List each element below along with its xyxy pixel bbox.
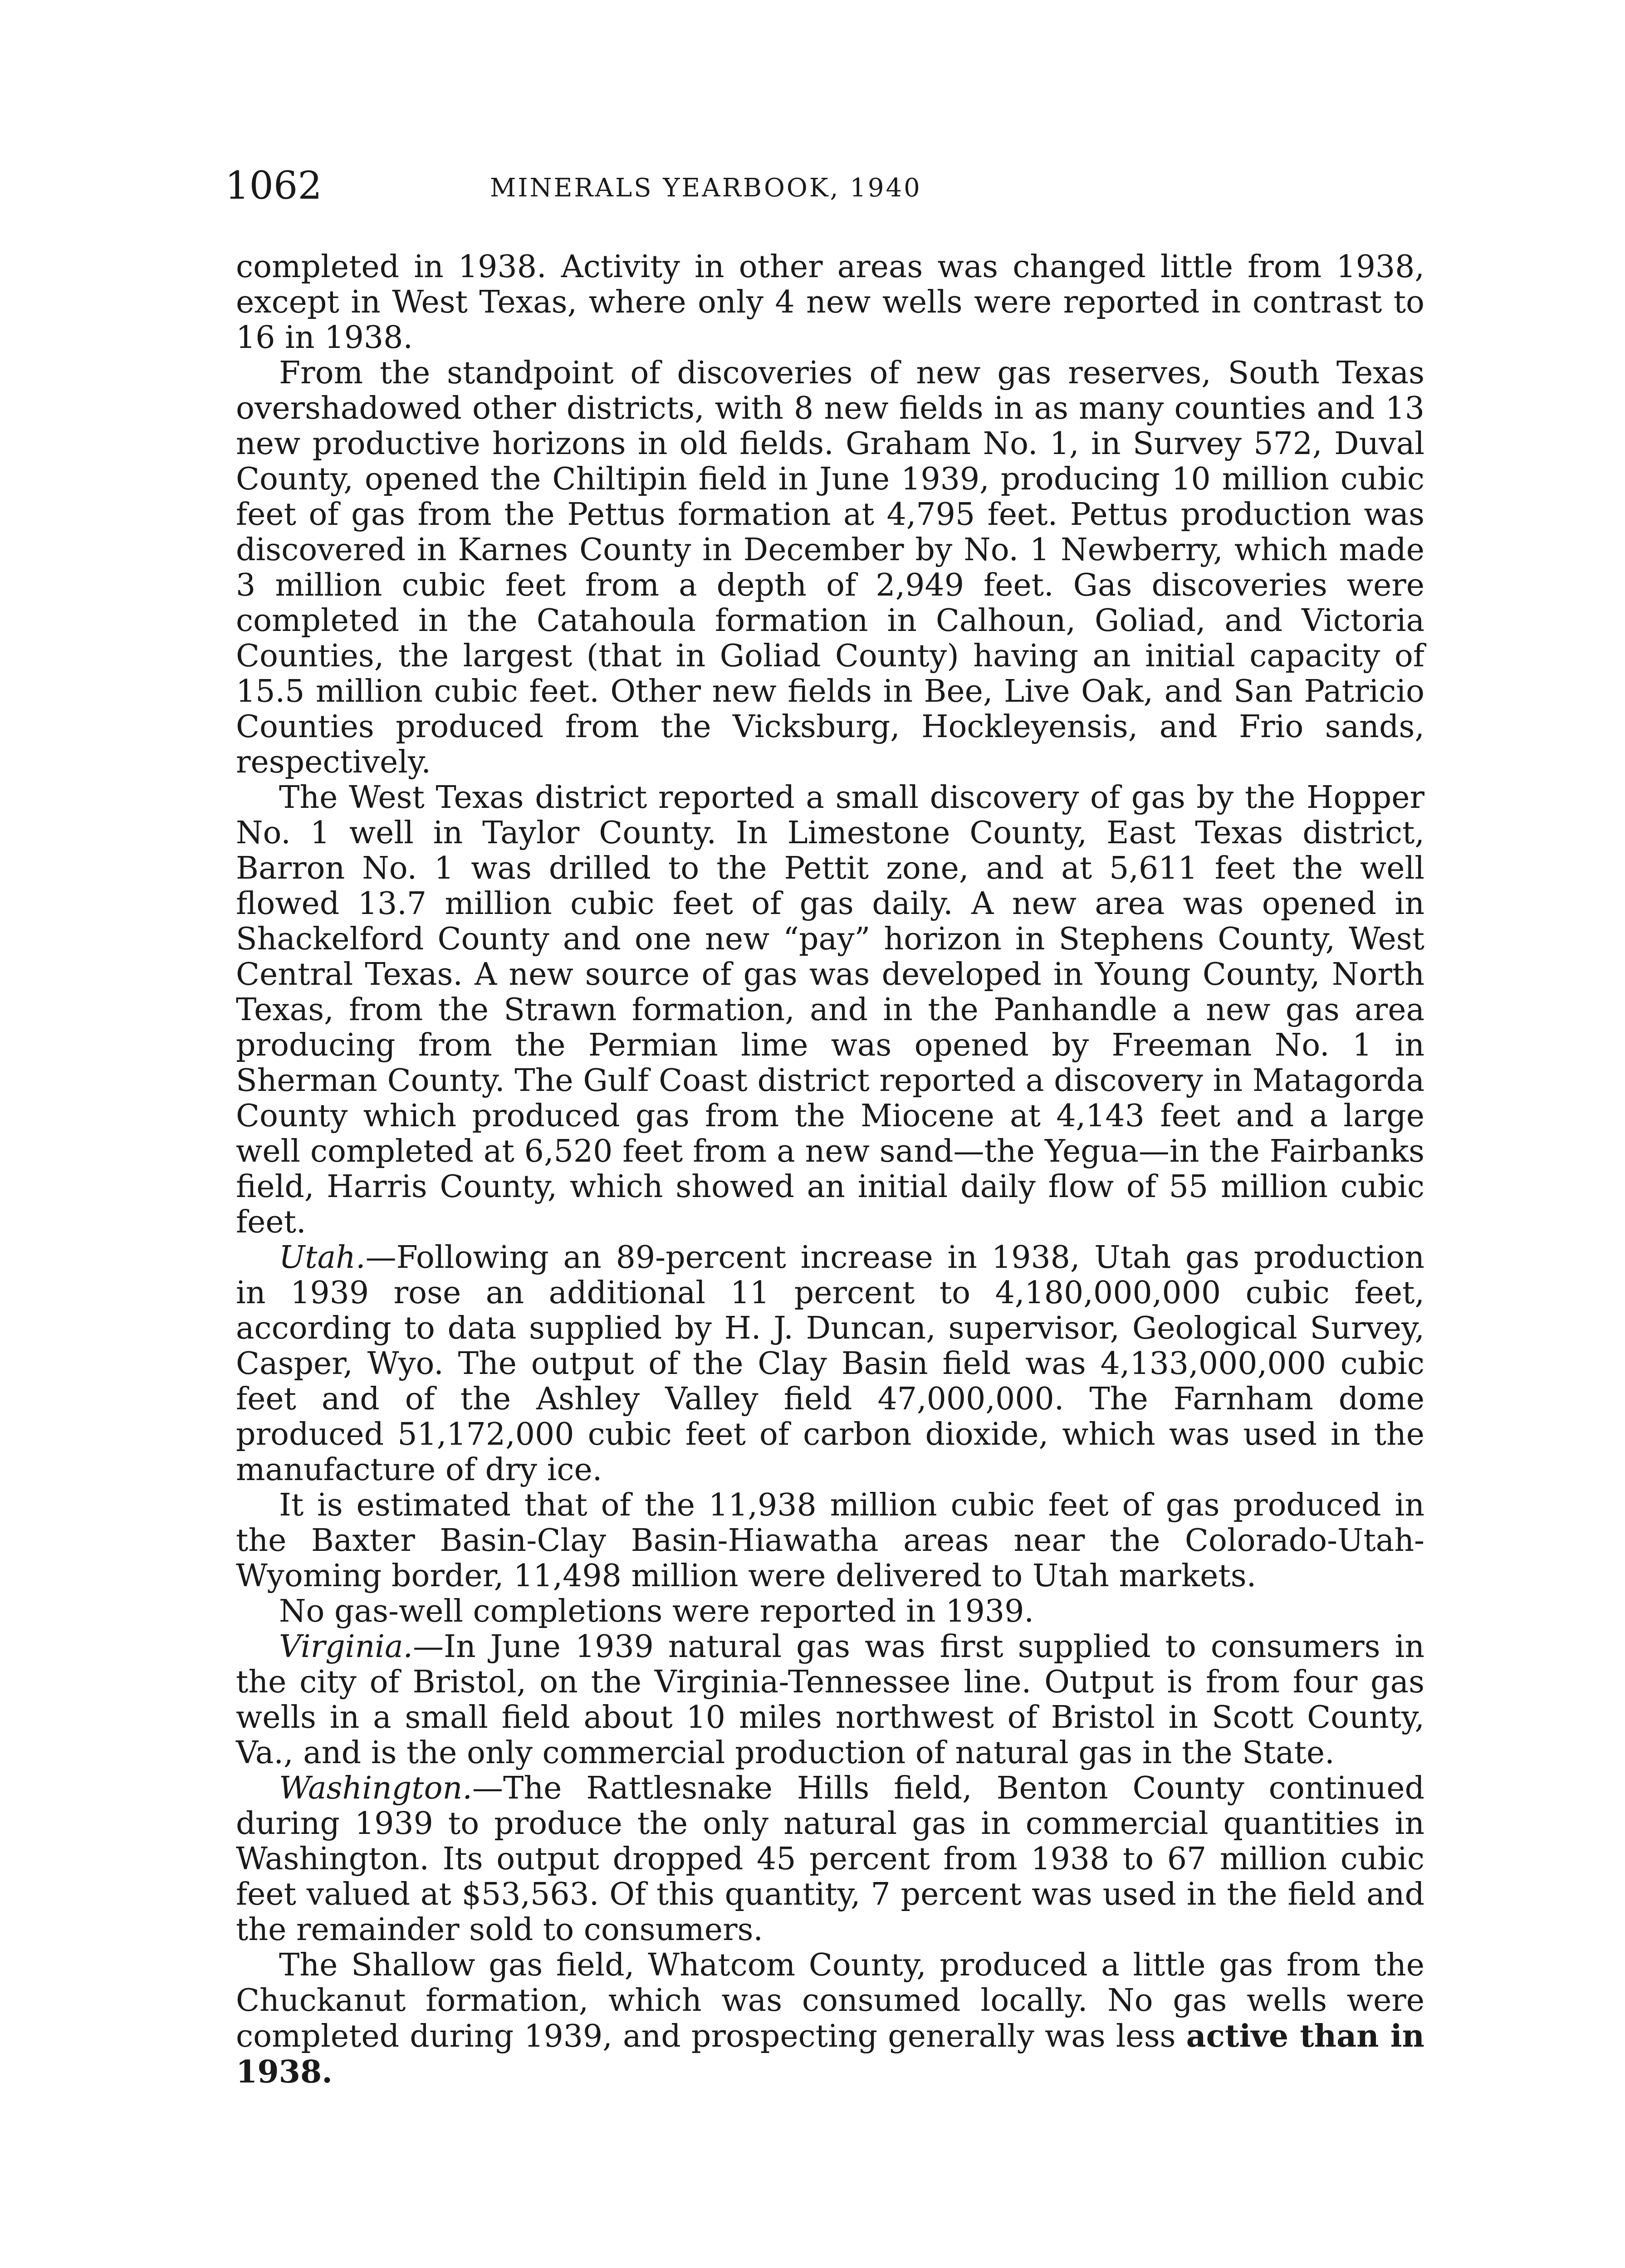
document-page — [225, 163, 1424, 2090]
running-head — [225, 163, 1424, 218]
virginia-body: —In June 1939 natural gas was first supplied to consumers in the city of Bristol, on the Virginia-Tennessee line. Output is from four gas wells in a small field about 10 miles northwest of Bristol in Scott County, Va., and is the only commercial production of natural gas in the State. — [236, 1629, 1424, 1771]
paragraph-no-completions: No gas-well completions were reported in 1939. — [279, 1593, 1034, 1629]
body-text — [236, 249, 1424, 2090]
page-number: 1062 — [225, 163, 322, 208]
washington-body: —The Rattlesnake Hills field, Benton County continued during 1939 to produce the only natural gas in commercial quantities in Washington. Its output dropped 45 percent from 1938 to 67 million cubic feet valued at $53,563. Of this quantity, 7 percent was used in the field and the remainder sold to consumers. — [236, 1770, 1424, 1948]
utah-body: —Following an 89-percent increase in 1938, Utah gas production in 1939 rose an additional 11 percent to 4,180,000,000 cubic feet, according to data supplied by H. J. Duncan, supervisor, Geological Survey, Casper, Wyo. The output of the Clay Basin field was 4,133,000,000 cubic feet and of the Ashley Valley field 47,000,000. The Farnham dome produced 51,172,000 cubic feet of carbon dioxide, which was used in the manufacture of dry ice. — [236, 1240, 1424, 1488]
paragraph-washington — [236, 1771, 1424, 1948]
paragraph-west-texas: The West Texas district reported a small discovery of gas by the Hopper No. 1 well in Taylor County. In Limestone County, East Texas district, Barron No. 1 was drilled to the Pettit zone, and at 5,611 feet the well flowed 13.7 million cubic feet of gas daily. A new area was opened in Shackelford County and one new “pay” horizon in Stephens County, West Central Texas. A new source of gas was developed in Young County, North Texas, from the Strawn formation, and in the Panhandle a new gas area producing from the Permian lime was opened by Freeman No. 1 in Sherman County. The Gulf Coast district reported a discovery in Matagorda County which produced gas from the Miocene at 4,143 feet and a large well completed at 6,520 feet from a new sand—the Yegua—in the Fairbanks field, Harris County, which showed an initial daily flow of 55 million cubic feet. — [236, 780, 1424, 1240]
paragraph-shallow-gas-field — [236, 1948, 1424, 2090]
paragraph-continuation: completed in 1938. Activity in other areas was changed little from 1938, except in West Texas, where only 4 new wells were reported in contrast to 16 in 1938. — [236, 249, 1424, 356]
shallow-gas-body: The Shallow gas field, Whatcom County, produced a little gas from the Chuckanut formation, which was consumed locally. No gas wells were completed during 1939, and prospecting generally was less — [236, 1947, 1424, 2054]
shallow-gas-ending: active than in 1938. — [236, 2018, 1424, 2090]
paragraph-south-texas: From the standpoint of discoveries of new gas reserves, South Texas overshadowed other districts, with 8 new fields in as many counties and 13 new productive horizons in old fields. Graham No. 1, in Survey 572, Duval County, opened the Chiltipin field in June 1939, producing 10 million cubic feet of gas from the Pettus formation at 4,795 feet. Pettus production was discovered in Karnes County in December by No. 1 Newberry, which made 3 million cubic feet from a depth of 2,949 feet. Gas discoveries were completed in the Catahoula formation in Calhoun, Goliad, and Victoria Counties, the largest (that in Goliad County) having an initial capacity of 15.5 million cubic feet. Other new fields in Bee, Live Oak, and San Patricio Counties produced from the Vicksburg, Hockleyensis, and Frio sands, respectively. — [236, 355, 1424, 780]
section-head-utah: Utah. — [279, 1240, 366, 1276]
section-head-washington: Washington. — [279, 1770, 472, 1806]
section-head-virginia: Virginia. — [279, 1629, 413, 1665]
paragraph-baxter-basin: It is estimated that of the 11,938 million cubic feet of gas produced in the Baxter Basin-Clay Basin-Hiawatha areas near the Colorado-Utah-Wyoming border, 11,498 million were delivered to Utah markets. — [236, 1487, 1424, 1594]
running-title: MINERALS YEARBOOK, 1940 — [490, 173, 922, 203]
paragraph-virginia — [236, 1629, 1424, 1771]
paragraph-utah — [236, 1240, 1424, 1488]
